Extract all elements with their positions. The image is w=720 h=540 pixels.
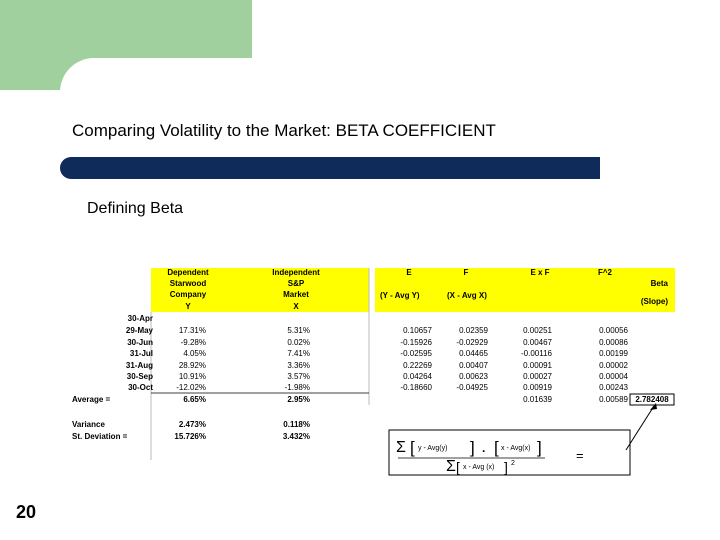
sum-f2: 0.00589: [599, 395, 628, 404]
bracket-close: ]: [504, 459, 508, 475]
page-number: 20: [16, 502, 37, 522]
variance-x: 0.118%: [283, 420, 310, 429]
row-y: -9.28%: [180, 338, 206, 347]
row-x: 7.41%: [287, 349, 310, 358]
row-date: 30-Apr: [127, 314, 153, 323]
row-y: 28.92%: [178, 361, 206, 370]
row-f: -0.02929: [456, 338, 488, 347]
row-exf: 0.00467: [523, 338, 552, 347]
equals-sign: =: [576, 448, 584, 463]
row-x: 3.57%: [287, 372, 310, 381]
row-e: 0.10657: [403, 326, 432, 335]
beta-result-value: 2.782408: [635, 395, 669, 404]
row-f2: 0.00199: [599, 349, 628, 358]
numerator-b: x - Avg(x): [501, 445, 531, 452]
slide-title: Comparing Volatility to the Market: BETA COEFFICIENT: [72, 121, 496, 140]
average-y: 6.65%: [183, 395, 206, 404]
header-starwood: Starwood: [169, 279, 207, 288]
multiply-dot: .: [482, 441, 486, 455]
beta-formula-box: [389, 430, 630, 475]
row-date: 30-Oct: [128, 383, 153, 392]
row-exf: 0.00027: [523, 372, 552, 381]
row-exf: -0.00116: [521, 349, 552, 358]
row-e: -0.15926: [400, 338, 432, 347]
row-f: -0.04925: [456, 383, 488, 392]
row-date: 31-Jul: [129, 349, 153, 358]
header-x: X: [293, 302, 299, 311]
header-beta: Beta: [650, 279, 668, 288]
right-header-bg: [375, 268, 675, 312]
header-f: F: [463, 268, 469, 277]
row-x: 3.36%: [287, 361, 310, 370]
row-e: 0.04264: [403, 372, 432, 381]
numerator-a: y - Avg(y): [418, 445, 448, 452]
sum-exf: 0.01639: [523, 395, 552, 404]
row-date: 30-Jun: [127, 338, 153, 347]
row-f2: 0.00086: [599, 338, 628, 347]
row-f: 0.04465: [459, 349, 488, 358]
average-x: 2.95%: [287, 395, 310, 404]
average-label: Average =: [72, 395, 111, 404]
stdev-x: 3.432%: [282, 432, 310, 441]
variance-y: 2.473%: [178, 420, 206, 429]
row-exf: 0.00091: [523, 361, 552, 370]
row-e: 0.22269: [403, 361, 432, 370]
header-company: Company: [169, 290, 207, 299]
bracket-open: [: [456, 459, 460, 475]
header-slope: (Slope): [640, 297, 668, 306]
row-y: 17.31%: [178, 326, 206, 335]
header-dependent: Dependent: [167, 268, 209, 277]
sigma-symbol: Σ: [446, 458, 456, 475]
stdev-y: 15.726%: [174, 432, 206, 441]
row-f: 0.00623: [459, 372, 488, 381]
stdev-label: St. Deviation =: [72, 432, 128, 441]
row-f2: 0.00056: [599, 326, 628, 335]
header-exf: E x F: [530, 268, 550, 277]
sigma-symbol: Σ: [396, 439, 406, 456]
header-y-minus-avg: (Y - Avg Y): [380, 291, 420, 300]
row-f2: 0.00243: [599, 383, 628, 392]
header-e: E: [406, 268, 412, 277]
row-exf: 0.00919: [523, 383, 552, 392]
row-f2: 0.00004: [599, 372, 628, 381]
header-y: Y: [185, 302, 191, 311]
header-market: Market: [283, 290, 309, 299]
row-y: -12.02%: [176, 383, 206, 392]
header-x-minus-avg: (X - Avg X): [447, 291, 487, 300]
row-f2: 0.00002: [599, 361, 628, 370]
bracket-close: ]: [470, 438, 475, 457]
bracket-open: [: [410, 438, 415, 457]
row-x: 0.02%: [287, 338, 310, 347]
row-f: 0.00407: [459, 361, 488, 370]
slide-subtitle: Defining Beta: [87, 200, 184, 217]
row-date: 30-Sep: [126, 372, 153, 381]
row-exf: 0.00251: [523, 326, 552, 335]
header-independent: Independent: [272, 268, 320, 277]
header-f2: F^2: [597, 268, 613, 277]
row-x: 5.31%: [287, 326, 310, 335]
row-e: -0.02595: [400, 349, 432, 358]
row-y: 10.91%: [178, 372, 206, 381]
denominator: x - Avg (x): [463, 464, 495, 471]
variance-label: Variance: [72, 420, 105, 429]
row-e: -0.18660: [400, 383, 432, 392]
exponent: 2: [511, 460, 515, 467]
row-x: -1.98%: [284, 383, 310, 392]
row-date: 29-May: [125, 326, 153, 335]
row-date: 31-Aug: [125, 361, 153, 370]
bracket-close: ]: [537, 438, 542, 457]
header-sp: S&P: [287, 279, 305, 288]
pointer-arrow: [626, 406, 654, 450]
bracket-open: [: [494, 438, 499, 457]
row-y: 4.05%: [183, 349, 206, 358]
row-f: 0.02359: [459, 326, 488, 335]
